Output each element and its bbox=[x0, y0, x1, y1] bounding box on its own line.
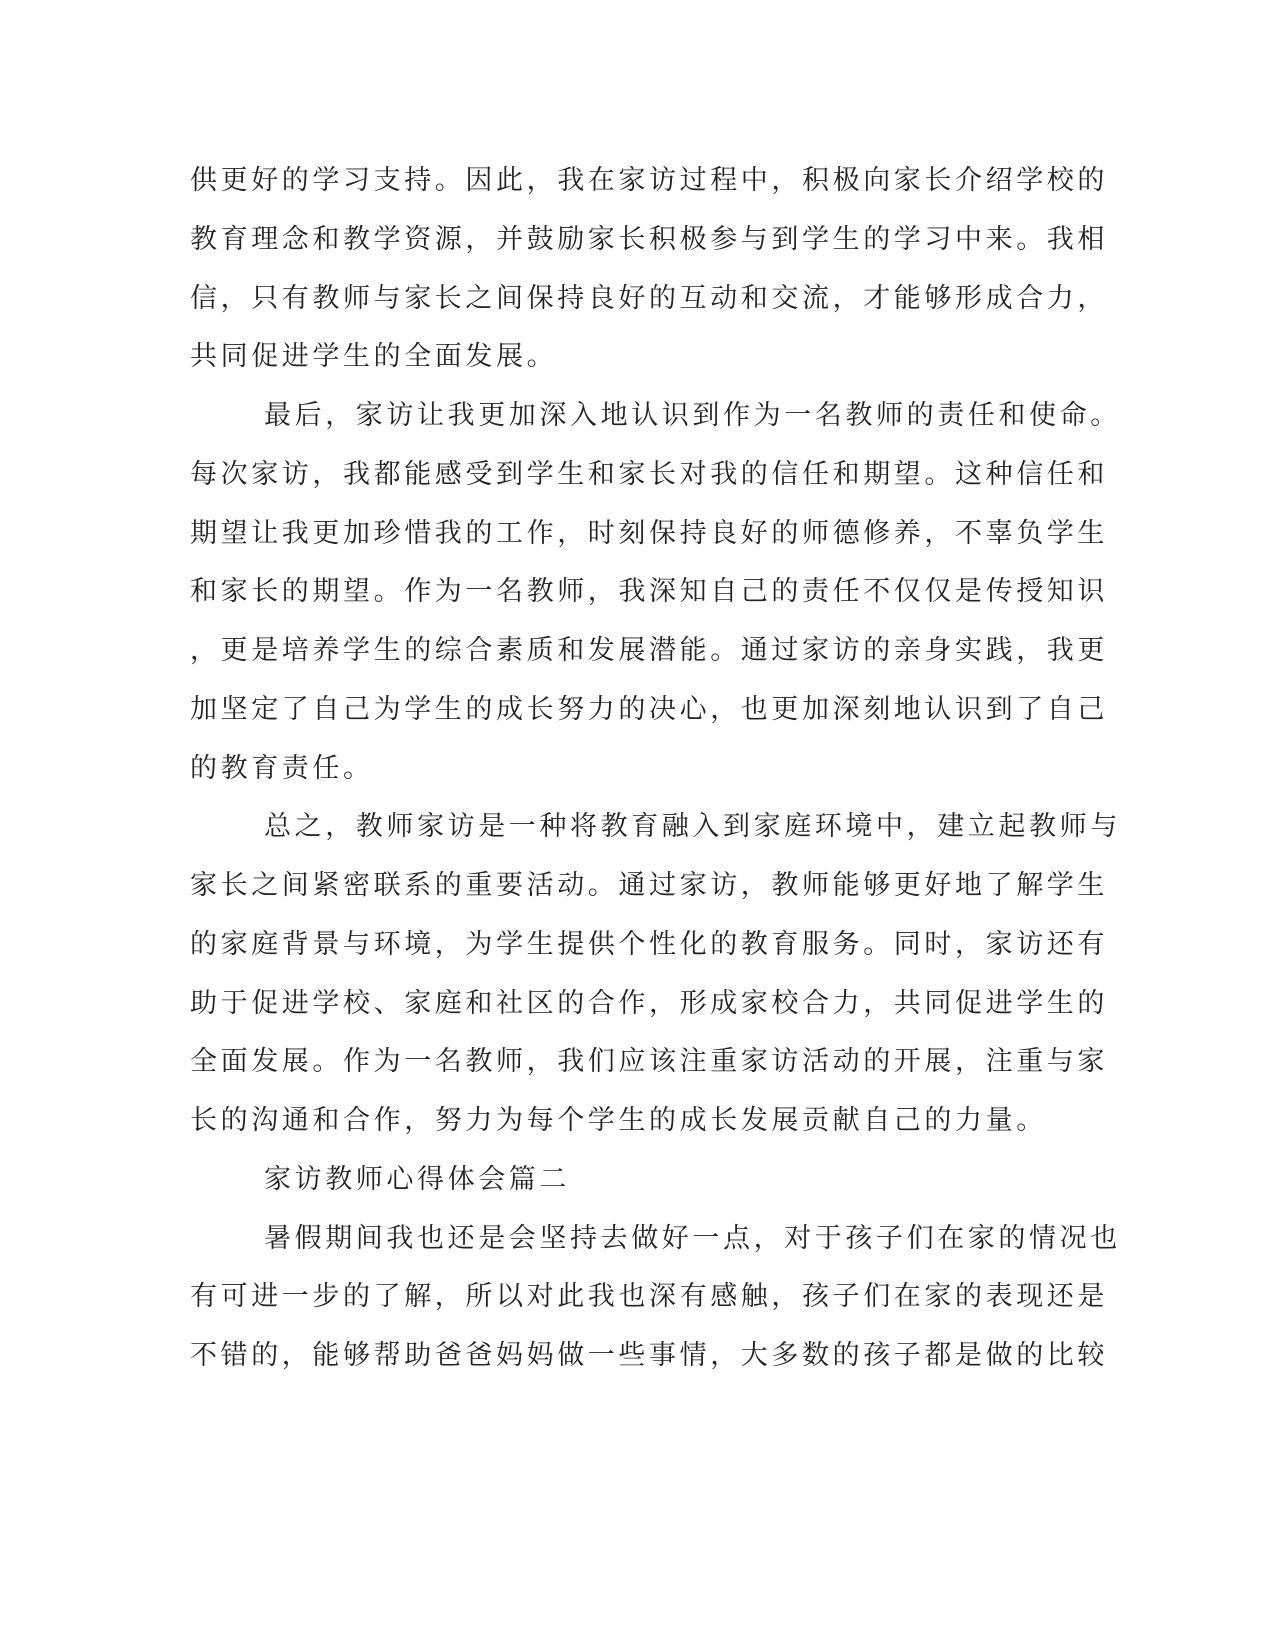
text-line: 不错的，能够帮助爸爸妈妈做一些事情，大多数的孩子都是做的比较 bbox=[190, 1340, 1108, 1371]
paragraph-first-line: 最后，家访让我更加深入地认识到作为一名教师的责任和使命。 bbox=[264, 400, 1121, 431]
text-line: ，更是培养学生的综合素质和发展潜能。通过家访的亲身实践，我更 bbox=[190, 635, 1108, 666]
text-line: 的教育责任。 bbox=[190, 753, 374, 784]
text-line: 全面发展。作为一名教师，我们应该注重家访活动的开展，注重与家 bbox=[190, 1046, 1108, 1077]
text-line: 共同促进学生的全面发展。 bbox=[190, 341, 558, 372]
text-line: 和家长的期望。作为一名教师，我深知自己的责任不仅仅是传授知识 bbox=[190, 576, 1108, 607]
paragraph-first-line: 暑假期间我也还是会坚持去做好一点，对于孩子们在家的情况也 bbox=[264, 1223, 1121, 1254]
text-line: 信，只有教师与家长之间保持良好的互动和交流，才能够形成合力， bbox=[190, 283, 1108, 314]
text-line: 每次家访，我都能感受到学生和家长对我的信任和期望。这种信任和 bbox=[190, 459, 1108, 490]
text-line: 长的沟通和合作，努力为每个学生的成长发展贡献自己的力量。 bbox=[190, 1105, 1047, 1136]
text-line: 加坚定了自己为学生的成长努力的决心，也更加深刻地认识到了自己 bbox=[190, 694, 1108, 725]
text-line: 教育理念和教学资源，并鼓励家长积极参与到学生的学习中来。我相 bbox=[190, 224, 1108, 255]
text-line: 供更好的学习支持。因此，我在家访过程中，积极向家长介绍学校的 bbox=[190, 165, 1108, 196]
paragraph-first-line: 总之，教师家访是一种将教育融入到家庭环境中，建立起教师与 bbox=[264, 811, 1121, 842]
text-line: 期望让我更加珍惜我的工作，时刻保持良好的师德修养，不辜负学生 bbox=[190, 518, 1108, 549]
section-heading: 家访教师心得体会篇二 bbox=[264, 1164, 570, 1195]
text-line: 家长之间紧密联系的重要活动。通过家访，教师能够更好地了解学生 bbox=[190, 870, 1108, 901]
text-line: 的家庭背景与环境，为学生提供个性化的教育服务。同时，家访还有 bbox=[190, 929, 1108, 960]
text-line: 有可进一步的了解，所以对此我也深有感触，孩子们在家的表现还是 bbox=[190, 1281, 1108, 1312]
text-line: 助于促进学校、家庭和社区的合作，形成家校合力，共同促进学生的 bbox=[190, 988, 1108, 1019]
